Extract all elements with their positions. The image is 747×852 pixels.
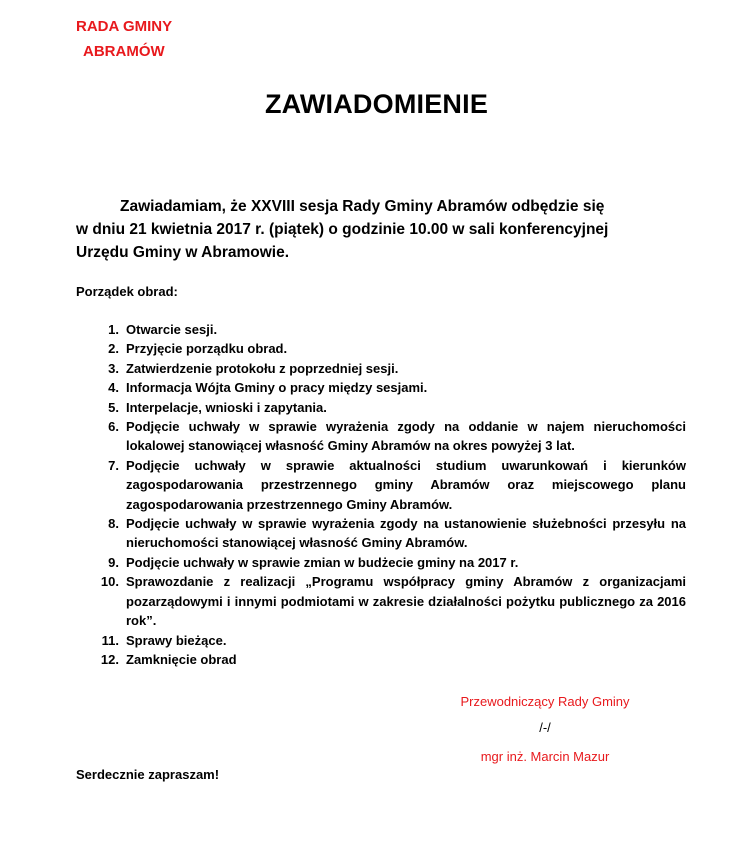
agenda-item-number: 5.: [108, 399, 119, 415]
agenda-item: [76, 631, 686, 650]
agenda-item-text: Informacja Wójta Gminy o pracy między sesjami.: [126, 380, 428, 396]
agenda-list: [76, 320, 686, 669]
agenda-item-number: 4.: [108, 380, 119, 396]
agenda-item-number: 2.: [108, 341, 119, 357]
agenda-item-number: 7.: [108, 457, 119, 473]
agenda-item-number: 11.: [101, 632, 119, 648]
agenda-item-number: 12.: [100, 651, 119, 667]
signatory-role: Przewodniczący Rady Gminy: [460, 694, 630, 709]
agenda-item-text: Podjęcie uchwały w sprawie zmian w budżecie gminy na 2017 r.: [126, 554, 519, 570]
agenda-item-text: Zatwierdzenie protokołu z poprzedniej sesji.: [126, 360, 399, 376]
notice-line-1: Zawiadamiam, że XXVIII sesja Rady Gminy Abramów odbędzie się: [120, 198, 605, 215]
notice-line-2: w dniu 21 kwietnia 2017 r. (piątek) o godzinie 10.00 w sali konferencyjnej: [76, 221, 609, 238]
agenda-item: [76, 553, 686, 572]
closing-line: Serdecznie zapraszam!: [76, 767, 220, 782]
notice-paragraph: [76, 195, 696, 264]
agenda-item-text: Podjęcie uchwały w sprawie aktualności studium uwarunkowań i kierunków zagospodarowania przestrzennego gminy Abramów oraz miejscowego planu zagospodarowania przestrzennego Gminy Abramów.: [126, 457, 686, 512]
agenda-item: [76, 572, 686, 630]
agenda-item-text: Interpelacje, wnioski i zapytania.: [126, 399, 327, 415]
agenda-item: [76, 398, 686, 417]
agenda-item-text: Podjęcie uchwały w sprawie wyrażenia zgody na ustanowienie służebności przesyłu na nieruchomości stanowiącej własność Gminy Abramów.: [126, 516, 686, 551]
agenda-item: [76, 378, 686, 397]
document-title: ZAWIADOMIENIE: [264, 89, 489, 119]
agenda-item: [76, 650, 686, 669]
agenda-item-text: Zamknięcie obrad: [126, 651, 237, 667]
agenda-item-number: 10.: [100, 574, 119, 590]
agenda-item: [76, 417, 686, 456]
agenda-item-number: 6.: [108, 419, 119, 435]
signature-mark: /-/: [539, 720, 551, 735]
agenda-item: [76, 456, 686, 514]
agenda-heading: Porządek obrad:: [76, 284, 178, 299]
signatory-name: mgr inż. Marcin Mazur: [480, 749, 610, 764]
agenda-item-text: Sprawy bieżące.: [126, 632, 227, 648]
agenda-item: [76, 320, 686, 339]
council-name-line1: RADA GMINY: [76, 18, 173, 35]
agenda-item-text: Podjęcie uchwały w sprawie wyrażenia zgody na oddanie w najem nieruchomości lokalowej stanowiącej własność Gminy Abramów na okres powyżej 3 lat.: [126, 419, 686, 454]
agenda-item-number: 9.: [108, 554, 119, 570]
agenda-item: [76, 514, 686, 553]
council-name-line2: ABRAMÓW: [83, 43, 165, 60]
notice-line-3: Urzędu Gminy w Abramowie.: [76, 244, 290, 261]
council-name: [76, 14, 172, 64]
agenda-item-text: Sprawozdanie z realizacji „Programu współpracy gminy Abramów z organizacjami pozarządowymi i innymi podmiotami w zakresie działalności pożytku publicznego za 2016 rok”.: [126, 574, 686, 629]
agenda-item-number: 8.: [108, 516, 119, 532]
agenda-item-text: Przyjęcie porządku obrad.: [126, 341, 288, 357]
agenda-item-text: Otwarcie sesji.: [126, 322, 218, 337]
agenda-item: [76, 339, 686, 358]
agenda-item: [76, 359, 686, 378]
agenda-item-number: 3.: [108, 360, 119, 376]
agenda-item-number: 1.: [108, 322, 119, 337]
